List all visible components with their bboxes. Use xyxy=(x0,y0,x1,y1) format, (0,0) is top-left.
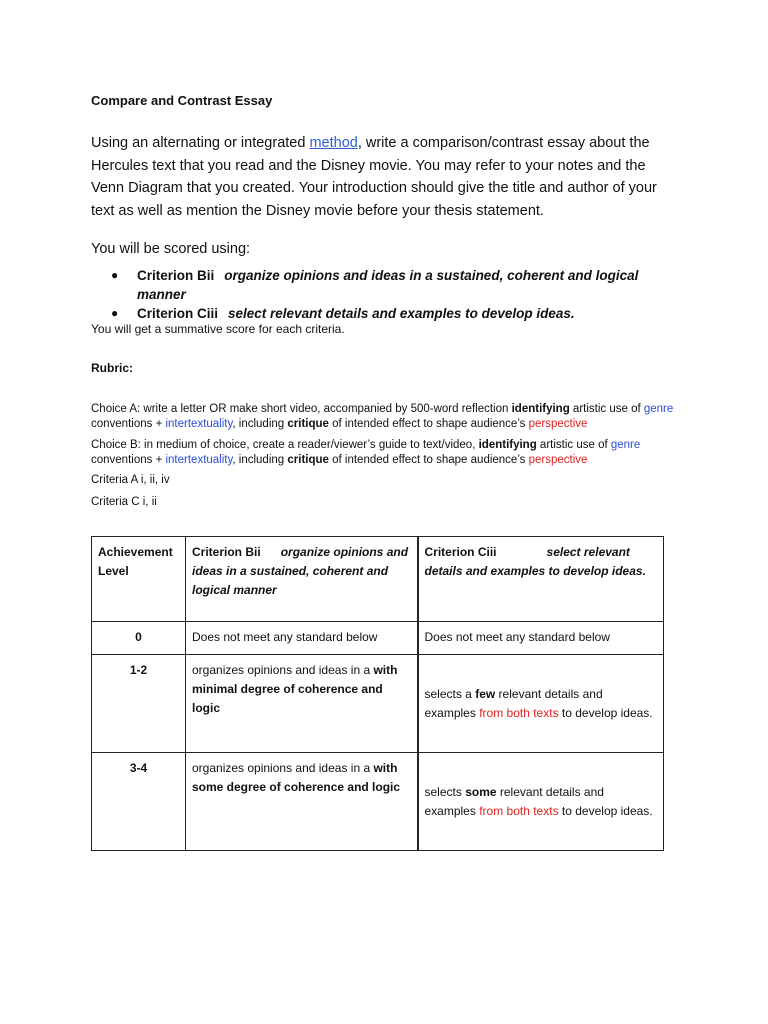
bullet-label: Criterion Ciii xyxy=(137,306,219,321)
choice-a-genre: genre xyxy=(643,403,674,415)
rubric-heading: Rubric: xyxy=(91,361,133,375)
intro-paragraph xyxy=(91,132,681,222)
table-row xyxy=(92,655,664,753)
header-level-cell: Achievement Level xyxy=(92,537,186,622)
choice-b-intertextuality: intertextuality xyxy=(165,453,233,466)
table-row xyxy=(92,622,664,655)
choice-b-perspective: perspective xyxy=(528,453,588,466)
header-bii-label: Criterion Bii xyxy=(192,545,261,559)
document-title: Compare and Contrast Essay xyxy=(91,93,273,108)
bullet-label: Criterion Bii xyxy=(137,268,215,283)
intro-text-after: , write a comparison/contrast essay about the Hercules text that you read and the Disney movie. You may refer to your notes and the Venn Diagram that you created. Your introduction should give the title and author of your text as well as mention the Disney movie before your thesis statement. xyxy=(91,135,657,219)
criteria-bullet-list xyxy=(111,266,671,323)
choice-a-intertextuality: intertextuality xyxy=(165,417,233,430)
ciii-bold: few xyxy=(475,686,496,701)
bii-plain: organizes opinions and ideas in a xyxy=(192,663,374,677)
ciii-part: relevant details and examples xyxy=(424,686,603,720)
choice-a-perspective: perspective xyxy=(528,417,588,430)
table-header-row xyxy=(92,537,664,622)
bii-plain: organizes opinions and ideas in a xyxy=(192,761,374,775)
choice-b-part: artistic use of xyxy=(536,439,611,451)
choice-a-part: of intended effect to shape audience’s xyxy=(328,417,529,430)
bullet-desc: organize opinions and ideas in a sustained, coherent and logical manner xyxy=(137,268,639,302)
criteria-a-line: Criteria A i, ii, iv xyxy=(91,474,170,486)
choice-b-critique: critique xyxy=(287,453,329,466)
ciii-cell: Does not meet any standard below xyxy=(418,622,664,655)
ciii-red: from both texts xyxy=(479,705,559,720)
header-bii-cell xyxy=(186,537,418,622)
ciii-part: selects a xyxy=(424,686,476,701)
bullet-desc: select relevant details and examples to develop ideas. xyxy=(228,306,575,321)
bii-cell xyxy=(186,753,418,851)
header-ciii-label: Criterion Ciii xyxy=(424,545,497,559)
choice-a-bold: identifying xyxy=(511,403,570,415)
choice-b-part: Choice B: in medium of choice, create a reader/viewer’s guide to text/video, xyxy=(91,439,479,451)
choice-a-critique: critique xyxy=(287,417,329,430)
header-ciii-desc: select relevant details and examples to develop ideas. xyxy=(424,545,646,578)
method-link[interactable]: method xyxy=(309,135,358,151)
ciii-cell xyxy=(418,655,664,753)
ciii-cell xyxy=(418,753,664,851)
ciii-part: to develop ideas. xyxy=(558,705,653,720)
bii-cell: Does not meet any standard below xyxy=(186,622,418,655)
choice-a-part: Choice A: write a letter OR make short video, accompanied by 500-word reflection xyxy=(91,403,512,415)
choice-b-text xyxy=(91,438,681,467)
bullet-criterion-bii xyxy=(111,266,671,304)
header-ciii-cell xyxy=(418,537,664,622)
choice-a-part: conventions + xyxy=(91,417,166,430)
intro-text-before: Using an alternating or integrated xyxy=(91,135,310,151)
bullet-dot-icon: ● xyxy=(111,306,119,320)
scored-intro: You will be scored using: xyxy=(91,241,251,257)
choice-b-bold: identifying xyxy=(478,439,537,451)
choice-b-genre: genre xyxy=(610,439,641,451)
ciii-red: from both texts xyxy=(479,803,559,818)
choice-b-part: conventions + xyxy=(91,453,166,466)
choice-a-text xyxy=(91,402,681,431)
table-row xyxy=(92,753,664,851)
choice-b-part: of intended effect to shape audience’s xyxy=(328,453,529,466)
choice-a-part: artistic use of xyxy=(569,403,644,415)
ciii-part: to develop ideas. xyxy=(558,803,653,818)
bullet-criterion-ciii xyxy=(111,304,671,323)
level-cell: 1-2 xyxy=(92,655,186,753)
summative-note: You will get a summative score for each criteria. xyxy=(91,322,345,336)
bullet-dot-icon: ● xyxy=(111,268,119,282)
rubric-table xyxy=(91,536,664,851)
bii-bold: with minimal degree of coherence and logic xyxy=(192,663,398,715)
ciii-bold: some xyxy=(465,784,497,799)
choice-b-part: , including xyxy=(232,453,288,466)
bii-cell xyxy=(186,655,418,753)
criteria-c-line: Criteria C i, ii xyxy=(91,496,157,508)
level-cell: 3-4 xyxy=(92,753,186,851)
ciii-part: selects xyxy=(424,784,466,799)
ciii-part: relevant details and examples xyxy=(424,784,604,818)
bii-bold: with some degree of coherence and logic xyxy=(192,761,401,794)
choice-a-part: , including xyxy=(232,417,288,430)
header-bii-desc: organize opinions and ideas in a sustained, coherent and logical manner xyxy=(192,545,409,597)
level-cell: 0 xyxy=(92,622,186,655)
